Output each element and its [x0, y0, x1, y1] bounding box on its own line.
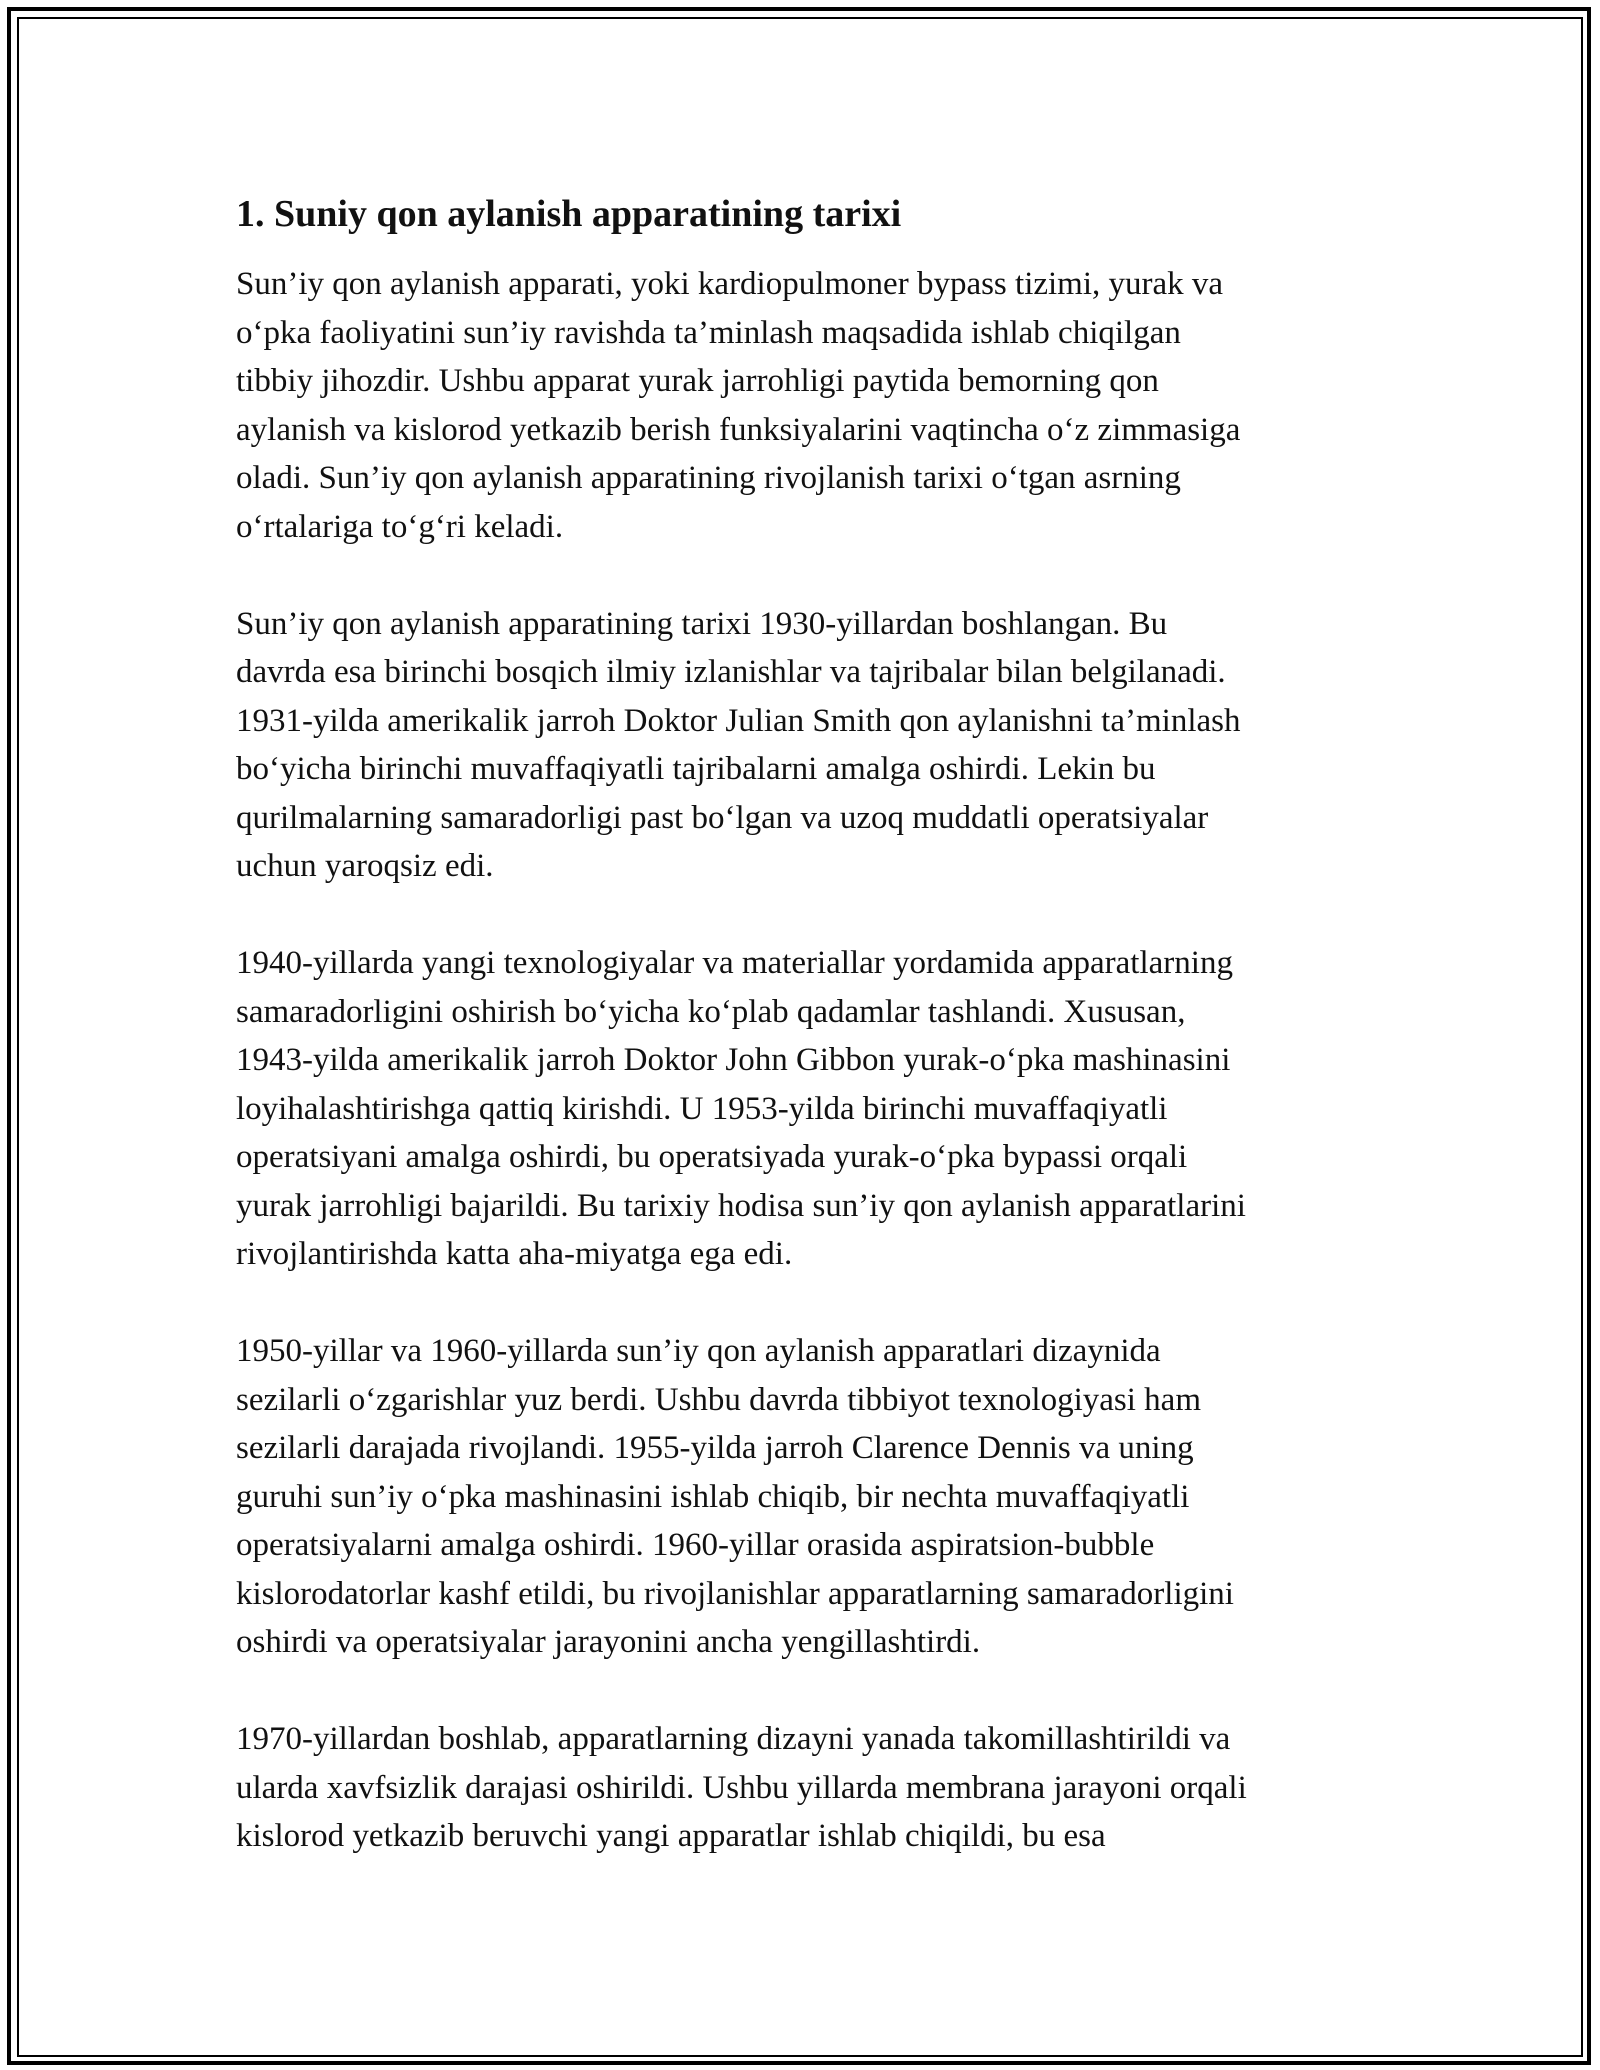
- paragraph-5: [236, 1715, 1386, 1861]
- paragraph-line: 1950-yillar va 1960-yillarda sun’iy qon aylanish apparatlari dizaynida: [236, 1333, 1161, 1369]
- paragraph-line: loyihalashtirishga qattiq kirishdi. U 1953-yilda birinchi muvaffaqiyatli: [236, 1090, 1168, 1127]
- paragraph-line: tibbiy jihozdir. Ushbu apparat yurak jarrohligi paytida bemorning qon: [236, 363, 1159, 399]
- paragraph-line: o‘pka faoliyatini sun’iy ravishda ta’minlash maqsadida ishlab chiqilgan: [236, 314, 1181, 351]
- paragraph-3: [236, 939, 1386, 1279]
- paragraph-line: 1943-yilda amerikalik jarroh Doktor John Gibbon yurak-o‘pka mashinasini: [236, 1042, 1231, 1078]
- paragraph-line: sezilarli o‘zgarishlar yuz berdi. Ushbu davrda tibbiyot texnologiyasi ham: [236, 1381, 1201, 1418]
- document-body: [236, 188, 1386, 1909]
- paragraph-line: guruhi sun’iy o‘pka mashinasini ishlab chiqib, bir nechta muvaffaqiyatli: [236, 1478, 1190, 1515]
- paragraph-line: bo‘yicha birinchi muvaffaqiyatli tajribalarni amalga oshirdi. Lekin bu: [236, 751, 1156, 787]
- paragraph-line: 1940-yillarda yangi texnologiyalar va materiallar yordamida apparatlarning: [236, 945, 1233, 981]
- paragraph-line: operatsiyani amalga oshirdi, bu operatsiyada yurak-o‘pka bypassi orqali: [236, 1139, 1188, 1175]
- paragraph-line: kislorod yetkazib beruvchi yangi apparatlar ishlab chiqildi, bu esa: [236, 1818, 1106, 1854]
- paragraph-line: davrda esa birinchi bosqich ilmiy izlanishlar va tajribalar bilan belgilanadi.: [236, 654, 1226, 690]
- paragraph-4: [236, 1327, 1386, 1667]
- paragraph-line: aylanish va kislorod yetkazib berish funksiyalarini vaqtincha o‘z zimmasiga: [236, 411, 1241, 448]
- paragraph-line: Sun’iy qon aylanish apparatining tarixi 1930-yillardan boshlangan. Bu: [236, 605, 1168, 642]
- paragraph-line: ularda xavfsizlik darajasi oshirildi. Ushbu yillarda membrana jarayoni orqali: [236, 1769, 1247, 1806]
- paragraph-line: samaradorligini oshirish bo‘yicha ko‘plab qadamlar tashlandi. Xususan,: [236, 993, 1186, 1030]
- paragraph-line: oshirdi va operatsiyalar jarayonini ancha yengillashtirdi.: [236, 1624, 981, 1660]
- section-heading: 1. Suniy qon aylanish apparatining tarixi: [236, 193, 902, 235]
- paragraph-line: Sun’iy qon aylanish apparati, yoki kardiopulmoner bypass tizimi, yurak va: [236, 266, 1224, 302]
- paragraph-line: uchun yaroqsiz edi.: [236, 848, 494, 884]
- paragraph-1: [236, 260, 1386, 551]
- paragraph-line: operatsiyalarni amalga oshirdi. 1960-yillar orasida aspiratsion-bubble: [236, 1527, 1155, 1563]
- paragraph-line: sezilarli darajada rivojlandi. 1955-yilda jarroh Clarence Dennis va uning: [236, 1430, 1194, 1466]
- paragraph-line: kislorodatorlar kashf etildi, bu rivojlanishlar apparatlarning samaradorligini: [236, 1575, 1234, 1612]
- paragraph-line: qurilmalarning samaradorligi past bo‘lgan va uzoq muddatli operatsiyalar: [236, 799, 1209, 836]
- paragraph-line: 1970-yillardan boshlab, apparatlarning dizayni yanada takomillashtirildi va: [236, 1721, 1231, 1757]
- paragraph-line: oladi. Sun’iy qon aylanish apparatining rivojlanish tarixi o‘tgan asrning: [236, 460, 1181, 496]
- paragraph-2: [236, 600, 1386, 891]
- paragraph-line: yurak jarrohligi bajarildi. Bu tarixiy hodisa sun’iy qon aylanish apparatlarini: [236, 1187, 1246, 1224]
- paragraph-line: 1931-yilda amerikalik jarroh Doktor Julian Smith qon aylanishni ta’minlash: [236, 702, 1241, 739]
- paragraph-line: o‘rtalariga to‘g‘ri keladi.: [236, 508, 564, 545]
- paragraph-line: rivojlantirishda katta aha-miyatga ega edi.: [236, 1236, 793, 1272]
